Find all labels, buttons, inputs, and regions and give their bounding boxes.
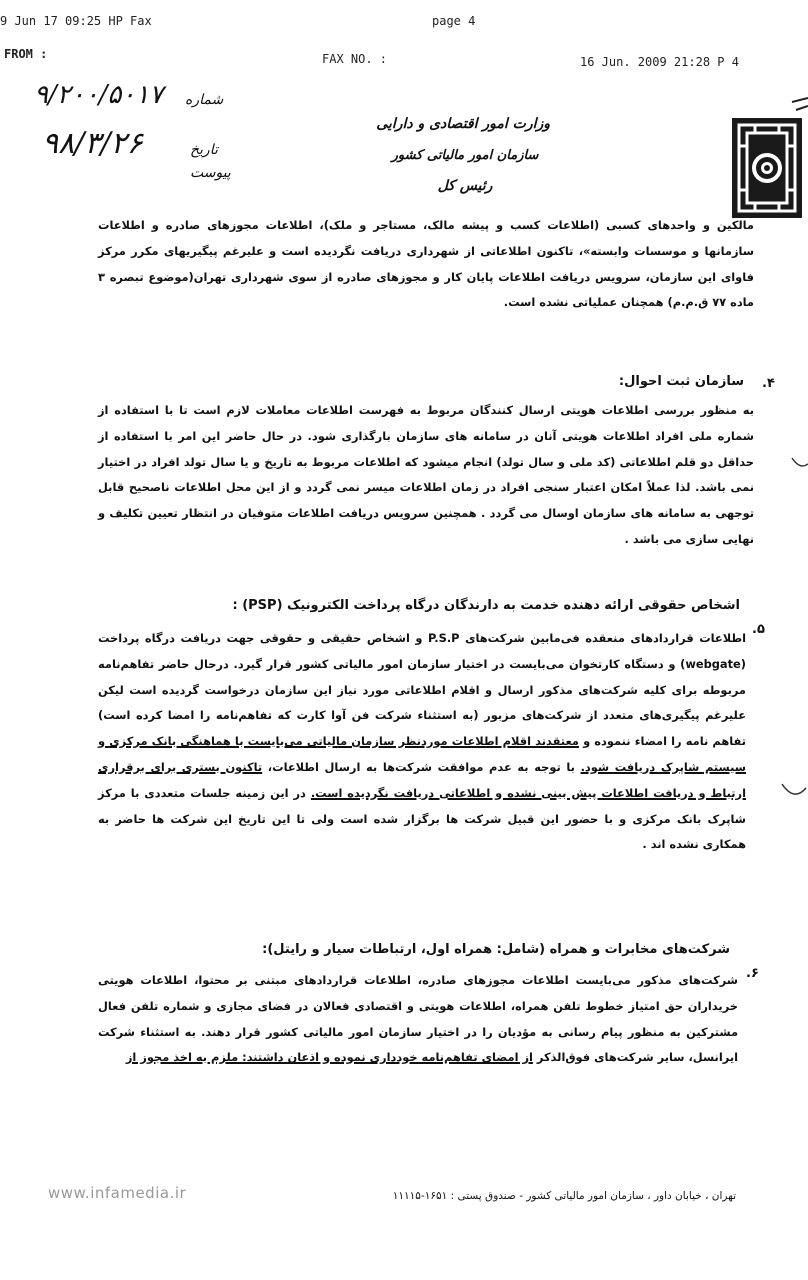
section-4-body: به منظور بررسی اطلاعات هویتی ارسال کنندگان مربوط به فهرست اطلاعات معاملات لازم است تا با استفاده از شماره ملی افراد اطلاعات هویتی آنان در سامانه های سازمان بارگذاری شود. در حال حاضر این امر با استفاده از حداقل دو قلم اطلاعاتی (کد ملی و سال تولد) انجام میشود که اطلاعات مربوط به تاریخ و یا سال تولد افراد در اختیار نمی باشد. لذا عملاً امکان اعتبار سنجی افراد در زمان اطلاعات میسر نمی گردد و از این محل اطلاعات ناصحیح قابل توجهی به سامانه های سازمان اوسال می گردد . همچنین سرویس دریافت اطلاعات متوفیان در انتظار تعیین تکلیف و نهایی سازی می باشد .: [98, 403, 754, 546]
attachment-label: پیوست: [190, 165, 231, 181]
footer-address: تهران ، خیابان داور ، سازمان امور مالیاتی کشور - صندوق پستی : ۱۶۵۱-۱۱۱۱۵: [392, 1190, 736, 1202]
section-6-title: شرکت‌های مخابرات و همراه (شامل: همراه اول، ارتباطات سیار و رایتل):: [262, 942, 730, 957]
source-watermark: www.infamedia.ir: [48, 1184, 187, 1202]
section-5-underlined-a: معتقدند اقلام اطلاعات مورد‌نظر سازمان مالیاتی می‌بایست با هماهنگی بانک مرکزی و سیستم شاپرک دریافت شود.: [98, 734, 746, 774]
section-6-number: .۶: [746, 966, 759, 981]
fax-from: FROM :: [4, 47, 48, 61]
section-6-underlined: از امضای تفاهم‌نامه خودداری نموده و اذعان داشتند: ملزم به اخذ مجوز از: [125, 1050, 533, 1065]
head-title: رئیس کل: [437, 178, 493, 194]
letter-date-label: تاریخ: [190, 142, 218, 158]
letter-date: ۹۸/۳/۲۶: [42, 126, 143, 161]
section-4-number: .۴: [762, 376, 775, 391]
punch-mark: [790, 452, 808, 480]
section-6-body: [98, 968, 738, 1071]
section-5-text-b: با توجه به عدم موافقت شرکت‌ها به ارسال اطلاعات،: [262, 759, 581, 774]
section-4-title: سازمان ثبت احوال:: [618, 374, 744, 389]
punch-mark: [780, 780, 808, 808]
section-5-text-a: اطلاعات قراردادهای منعقده فی‌مابین شرکت‌های P.S.P و اشخاص حقیقی و حقوقی جهت دریافت درگاه پرداخت (webgate) و دستگاه کارتخوان می‌بایست در اختیار سازمان امور مالیاتی کشور قرار گیرد. درحال حاضر تفاهم‌نامه مربوطه برای کلیه شرکت‌های مذکور ارسال و اقلام اطلاعاتی مورد نیاز این سازمان درخواست گردیده است لیکن علیرغم پیگیری‌های متعدد از شرکت‌های مزبور (به استثناء شرکت فن آوا کارت که تفاهم‌نامه را امضا کرده است) تفاهم نامه را امضاء ننموده و: [98, 631, 746, 749]
fax-header-left: 9 Jun 17 09:25 HP Fax: [0, 14, 152, 28]
fax-page-number: page 4: [432, 14, 476, 28]
section-5-underlined-b: تاکنون بستری برای برقراری ارتباط و دریافت اطلاعات پیش بینی نشده و اطلاعاتی دریافت نگردیده است.: [98, 759, 747, 800]
fax-timestamp: 16 Jun. 2009 21:28 P 4: [580, 55, 739, 69]
section-5-title: اشخاص حقوقی ارائه دهنده خدمت به دارندگان درگاه پرداخت الکترونیک (PSP) :: [232, 598, 740, 613]
organization-name: سازمان امور مالیاتی کشور: [391, 148, 539, 163]
letter-number-label: شماره: [185, 92, 224, 108]
letter-number: ۹/۲۰۰/۵۰۱۷: [34, 80, 164, 110]
section-6-text: شرکت‌های مذکور می‌بایست اطلاعات مجوزهای صادره، اطلاعات قراردادهای مبتنی بر محتوا، اطلاعات هویتی خریداران حق امتیاز خطوط تلفن همراه، اطلاعات هویتی و اقتصادی فعالان در فضای مجازی و شماره تلفن فعال مشترکین به منظور پیام رسانی به مؤدیان را در اختیار سازمان امور مالیاتی کشور قرار دهند. به استثناء شرکت ایرانسل، سایر شرکت‌های فوق‌الذکر: [98, 973, 738, 1065]
ministry-name: وزارت امور اقتصادی و دارایی: [376, 116, 550, 132]
intro-paragraph: مالکین و واحدهای کسبی (اطلاعات کسب و پیشه مالک، مستاجر و ملک)، اطلاعات مجوزهای صادره و اطلاعات سازمانها و موسسات وابسته»، تاکنون اطلاعاتی از شهرداری دریافت نگردیده است و علیرغم پیگیریهای مکرر مرکز فاوای این سازمان، سرویس دریافت اطلاعات پایان کار و مجوزهای صادره از سوی شهرداری تهران(موضوع تبصره ۳ ماده ۷۷ ق.م.م) همچنان عملیاتی نشده است.: [98, 218, 754, 310]
section-5-text-c: در این زمینه جلسات متعددی با مرکز شاپرک بانک مرکزی و با حضور این قبیل شرکت ها برگزار شده است ولی تا این تاریخ این شرکت ها حاضر به همکاری نشده اند .: [98, 785, 746, 852]
section-5-body: [98, 626, 746, 858]
fax-number-label: FAX NO. :: [322, 52, 388, 66]
section-5-number: .۵: [752, 622, 765, 637]
tax-organization-emblem: [722, 96, 808, 230]
